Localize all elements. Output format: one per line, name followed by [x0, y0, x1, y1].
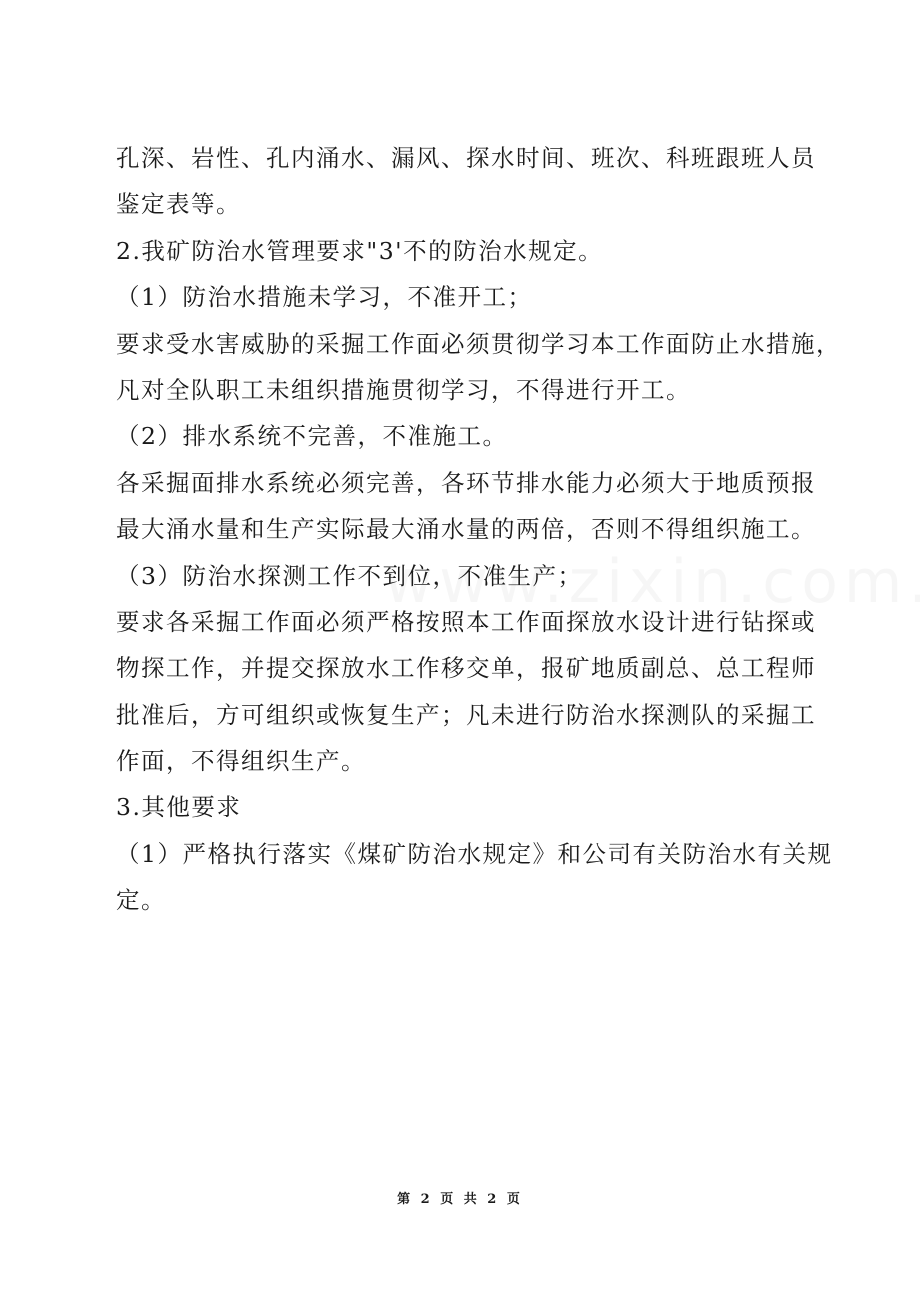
text-line: 作面，不得组织生产。	[116, 747, 366, 776]
text-line: 鉴定表等。	[116, 190, 241, 219]
text-line: 各采掘面排水系统必须完善，各环节排水能力必须大于地质预报	[116, 468, 816, 497]
text-line: 定。	[116, 886, 166, 915]
list-item-heading: （1）严格执行落实《煤矿防治水规定》和公司有关防治水有关规	[116, 839, 833, 868]
text-line: 孔深、岩性、孔内涌水、漏风、探水时间、班次、科班跟班人员	[116, 144, 816, 172]
list-item-heading: （1）防治水措施未学习，不准开工；	[116, 283, 533, 312]
section-heading: 2.我矿防治水管理要求"3'不的防治水规定。	[116, 236, 604, 265]
document-body	[116, 135, 841, 924]
section-heading: 3.其他要求	[116, 793, 242, 822]
list-item-heading: （3）防治水探测工作不到位，不准生产；	[116, 561, 583, 590]
text-line: 最大涌水量和生产实际最大涌水量的两倍，否则不得组织施工。	[116, 515, 816, 544]
text-line: 要求受水害威胁的采掘工作面必须贯彻学习本工作面防止水措施，	[116, 329, 841, 358]
text-line: 凡对全队职工未组织措施贯彻学习，不得进行开工。	[116, 375, 691, 404]
text-line: 要求各采掘工作面必须严格按照本工作面探放水设计进行钻探或	[116, 607, 816, 636]
list-item-heading: （2）排水系统不完善，不准施工。	[116, 422, 508, 451]
text-line: 物探工作，并提交探放水工作移交单，报矿地质副总、总工程师	[116, 654, 816, 683]
text-line: 批准后，方可组织或恢复生产；凡未进行防治水探测队的采掘工	[116, 700, 816, 729]
page-number-footer: 第 2 页 共 2 页	[397, 1192, 523, 1207]
